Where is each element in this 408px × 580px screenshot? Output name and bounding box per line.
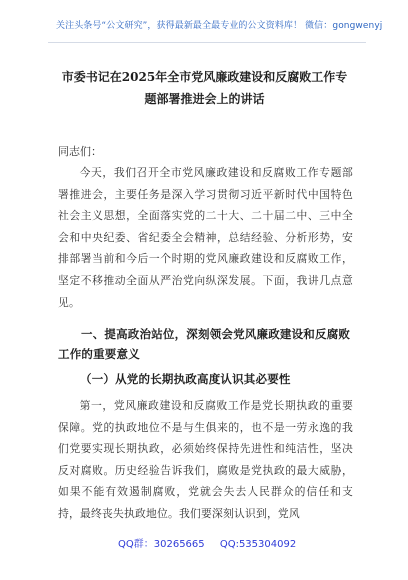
qq-group-text: QQ群：30265665 [118,539,205,550]
contact-footer [112,535,297,550]
header-note: 关注头条号“公文研究”，获得最新最全最专业的公文资料库！ 微信：gongwenyj [56,21,383,31]
subsection-heading: （一）从党的长期执政高度认识其必要性 [80,372,291,386]
header-divider [48,42,366,43]
section-heading: 一、提高政治站位，深刻领会党风廉政建设和反腐败工作的重要意义 [58,327,351,361]
salutation: 同志们： [58,145,102,158]
qq-text: QQ:535304092 [219,539,297,550]
body-paragraph: 第一，党风廉政建设和反腐败工作是党长期执政的重要保障。党的执政地位不是与生俱来的，也不是一劳永逸的我们党要实现长期执政，必须始终保持先进性和纯洁性，坚决反对腐败。历史经验告诉我们，腐败是党执政的最大威胁，如果不能有效遏制腐败，党就会失去人民群众的信任和支持，最终丧失执政地位。我们要深刻认识到，党风 [58,399,353,520]
intro-paragraph: 今天，我们召开全市党风廉政建设和反腐败工作专题部署推进会，主要任务是深入学习贯彻习近平新时代中国特色社会主义思想，全面落实党的二十大、二十届二中、三中全会和中央纪委、省纪委全会精神，总结经验、分析形势，安排部署当前和今后一个时期的党风廉政建设和反腐败工作，坚定不移推动全面从严治党向纵深发展。下面，我讲几点意见。 [58,166,353,309]
document-title: 市委书记在2025年全市党风廉政建设和反腐败工作专题部署推进会上的讲话 [61,70,348,106]
